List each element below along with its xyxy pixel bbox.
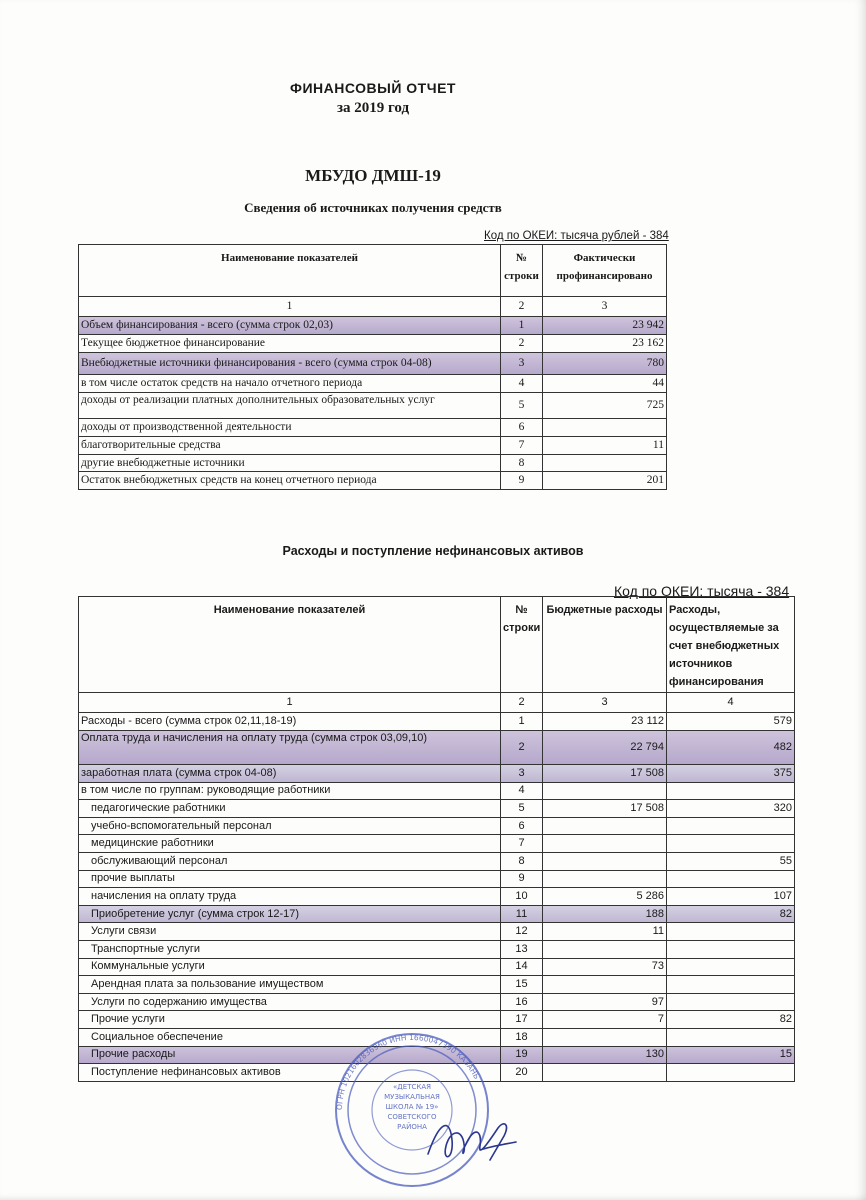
cell-amount: 23 942 (543, 317, 667, 335)
cell-extra: 82 (667, 1011, 795, 1029)
sources-caption: Сведения об источниках получения средств (244, 200, 502, 215)
cell-name: Транспортные услуги (79, 940, 501, 958)
table-row (79, 940, 795, 958)
cell-budget (543, 1028, 667, 1046)
cell-budget: 17 508 (543, 764, 667, 782)
table-row (79, 317, 667, 335)
cell-extra: 482 (667, 730, 795, 764)
cell-name: благотворительные средства (79, 437, 501, 455)
cell-line: 13 (501, 940, 543, 958)
column-number: 4 (667, 693, 795, 713)
cell-budget: 22 794 (543, 730, 667, 764)
cell-extra (667, 958, 795, 976)
cell-line: 6 (501, 419, 543, 437)
report-title: ФИНАНСОВЫЙ ОТЧЕТ (290, 80, 456, 96)
cell-extra: 82 (667, 905, 795, 923)
cell-amount: 725 (543, 393, 667, 419)
cell-budget: 7 (543, 1011, 667, 1029)
table-row (79, 976, 795, 994)
cell-extra (667, 835, 795, 853)
table-row (79, 472, 667, 490)
cell-name: педагогические работники (79, 800, 501, 818)
cell-budget: 130 (543, 1046, 667, 1064)
table-row (79, 852, 795, 870)
column-number: 1 (79, 297, 501, 317)
cell-budget: 17 508 (543, 800, 667, 818)
cell-name: учебно-вспомогательный персонал (79, 817, 501, 835)
cell-name: Внебюджетные источники финансирования - всего (сумма строк 04-08) (79, 353, 501, 375)
header-name: Наименование показателей (79, 597, 501, 693)
cell-line: 20 (501, 1064, 543, 1082)
cell-extra: 375 (667, 764, 795, 782)
cell-budget: 5 286 (543, 888, 667, 906)
cell-amount: 11 (543, 437, 667, 455)
cell-name: Поступление нефинансовых активов (79, 1064, 501, 1082)
column-number: 2 (501, 693, 543, 713)
column-number: 1 (79, 693, 501, 713)
cell-name: обслуживающий персонал (79, 852, 501, 870)
cell-extra: 320 (667, 800, 795, 818)
table-row (79, 419, 667, 437)
cell-amount (543, 455, 667, 472)
cell-budget (543, 870, 667, 888)
cell-extra (667, 976, 795, 994)
cell-name: Расходы - всего (сумма строк 02,11,18-19) (79, 713, 501, 731)
cell-line: 19 (501, 1046, 543, 1064)
stamp-ring-text: ОГРН 1021602836960 ИНН 1660047390 КАЗАНЬ (334, 1032, 482, 1111)
cell-line: 9 (501, 472, 543, 490)
cell-name: прочие выплаты (79, 870, 501, 888)
expenses-okei-code: Код по ОКЕИ: тысяча - 384 (614, 583, 790, 599)
cell-line: 2 (501, 730, 543, 764)
cell-line: 3 (501, 353, 543, 375)
cell-line: 5 (501, 800, 543, 818)
cell-budget (543, 976, 667, 994)
cell-name: доходы от производственной деятельности (79, 419, 501, 437)
cell-line: 3 (501, 764, 543, 782)
cell-name: Прочие услуги (79, 1011, 501, 1029)
cell-line: 5 (501, 393, 543, 419)
table-row (79, 817, 795, 835)
cell-budget (543, 940, 667, 958)
stamp-center-text: «ДЕТСКАЯ МУЗЫКАЛЬНАЯ ШКОЛА № 19» СОВЕТСКОГО РАЙОНА (384, 1083, 440, 1131)
cell-budget (543, 817, 667, 835)
cell-budget (543, 782, 667, 800)
table-row (79, 375, 667, 393)
cell-line: 7 (501, 835, 543, 853)
cell-name: Прочие расходы (79, 1046, 501, 1064)
cell-name: Оплата труда и начисления на оплату труда (сумма строк 03,09,10) (79, 730, 501, 764)
signature (420, 1110, 520, 1170)
header-line: № строки (501, 597, 543, 693)
report-period: за 2019 год (336, 100, 410, 116)
header-amount: Фактически профинансировано (543, 245, 667, 297)
cell-line: 8 (501, 455, 543, 472)
cell-line: 15 (501, 976, 543, 994)
cell-line: 10 (501, 888, 543, 906)
table-row (79, 782, 795, 800)
table-row (79, 764, 795, 782)
expenses-table (78, 596, 795, 1082)
cell-name: медицинские работники (79, 835, 501, 853)
table-row (79, 923, 795, 941)
cell-budget: 23 112 (543, 713, 667, 731)
cell-name: Коммунальные услуги (79, 958, 501, 976)
cell-budget (543, 1064, 667, 1082)
cell-line: 8 (501, 852, 543, 870)
cell-extra: 107 (667, 888, 795, 906)
table-row (79, 993, 795, 1011)
cell-line: 14 (501, 958, 543, 976)
expenses-caption: Расходы и поступление нефинансовых активов (282, 544, 584, 558)
cell-extra (667, 870, 795, 888)
cell-budget: 188 (543, 905, 667, 923)
cell-extra (667, 940, 795, 958)
sources-okei-code: Код по ОКЕИ: тысяча рублей - 384 (484, 230, 669, 242)
header-name: Наименование показателей (79, 245, 501, 297)
cell-name: Объем финансирования - всего (сумма строк 02,03) (79, 317, 501, 335)
cell-amount (543, 419, 667, 437)
cell-line: 6 (501, 817, 543, 835)
cell-extra: 15 (667, 1046, 795, 1064)
cell-budget: 97 (543, 993, 667, 1011)
sources-table (78, 244, 667, 490)
table-row (79, 800, 795, 818)
cell-line: 11 (501, 905, 543, 923)
organization-name: МБУДО ДМШ-19 (305, 166, 441, 185)
cell-line: 1 (501, 713, 543, 731)
cell-budget (543, 835, 667, 853)
header-budget: Бюджетные расходы (543, 597, 667, 693)
header-line: № строки (501, 245, 543, 297)
cell-name: начисления на оплату труда (79, 888, 501, 906)
table-row (79, 455, 667, 472)
table-row (79, 730, 795, 764)
column-number: 3 (543, 297, 667, 317)
table-row (79, 888, 795, 906)
cell-line: 7 (501, 437, 543, 455)
cell-name: Услуги связи (79, 923, 501, 941)
cell-extra (667, 1028, 795, 1046)
cell-name: в том числе остаток средств на начало отчетного периода (79, 375, 501, 393)
cell-line: 4 (501, 375, 543, 393)
table-row (79, 713, 795, 731)
table-row (79, 870, 795, 888)
cell-extra (667, 782, 795, 800)
table-row (79, 958, 795, 976)
cell-line: 18 (501, 1028, 543, 1046)
table-row (79, 835, 795, 853)
cell-line: 17 (501, 1011, 543, 1029)
cell-name: Арендная плата за пользование имуществом (79, 976, 501, 994)
cell-extra: 55 (667, 852, 795, 870)
table-row (79, 353, 667, 375)
table-row (79, 905, 795, 923)
cell-line: 1 (501, 317, 543, 335)
cell-name: в том числе по группам: руководящие работники (79, 782, 501, 800)
table-row (79, 437, 667, 455)
cell-line: 2 (501, 335, 543, 353)
cell-name: Социальное обеспечение (79, 1028, 501, 1046)
cell-name: другие внебюджетные источники (79, 455, 501, 472)
table-row (79, 1011, 795, 1029)
cell-budget (543, 852, 667, 870)
header-extrabudget: Расходы, осуществляемые за счет внебюджетных источников финансирования (667, 597, 795, 693)
table-row (79, 335, 667, 353)
column-number: 3 (543, 693, 667, 713)
cell-name: Приобретение услуг (сумма строк 12-17) (79, 905, 501, 923)
cell-extra (667, 817, 795, 835)
cell-line: 12 (501, 923, 543, 941)
cell-budget: 11 (543, 923, 667, 941)
cell-name: Остаток внебюджетных средств на конец отчетного периода (79, 472, 501, 490)
cell-amount: 23 162 (543, 335, 667, 353)
cell-amount: 201 (543, 472, 667, 490)
cell-extra (667, 1064, 795, 1082)
cell-line: 16 (501, 993, 543, 1011)
cell-name: Услуги по содержанию имущества (79, 993, 501, 1011)
cell-extra (667, 993, 795, 1011)
cell-line: 4 (501, 782, 543, 800)
column-number: 2 (501, 297, 543, 317)
cell-amount: 780 (543, 353, 667, 375)
cell-line: 9 (501, 870, 543, 888)
cell-extra: 579 (667, 713, 795, 731)
table-row (79, 393, 667, 419)
cell-name: Текущее бюджетное финансирование (79, 335, 501, 353)
cell-extra (667, 923, 795, 941)
cell-name: доходы от реализации платных дополнительных образовательных услуг (79, 393, 501, 419)
cell-amount: 44 (543, 375, 667, 393)
cell-name: заработная плата (сумма строк 04-08) (79, 764, 501, 782)
cell-budget: 73 (543, 958, 667, 976)
